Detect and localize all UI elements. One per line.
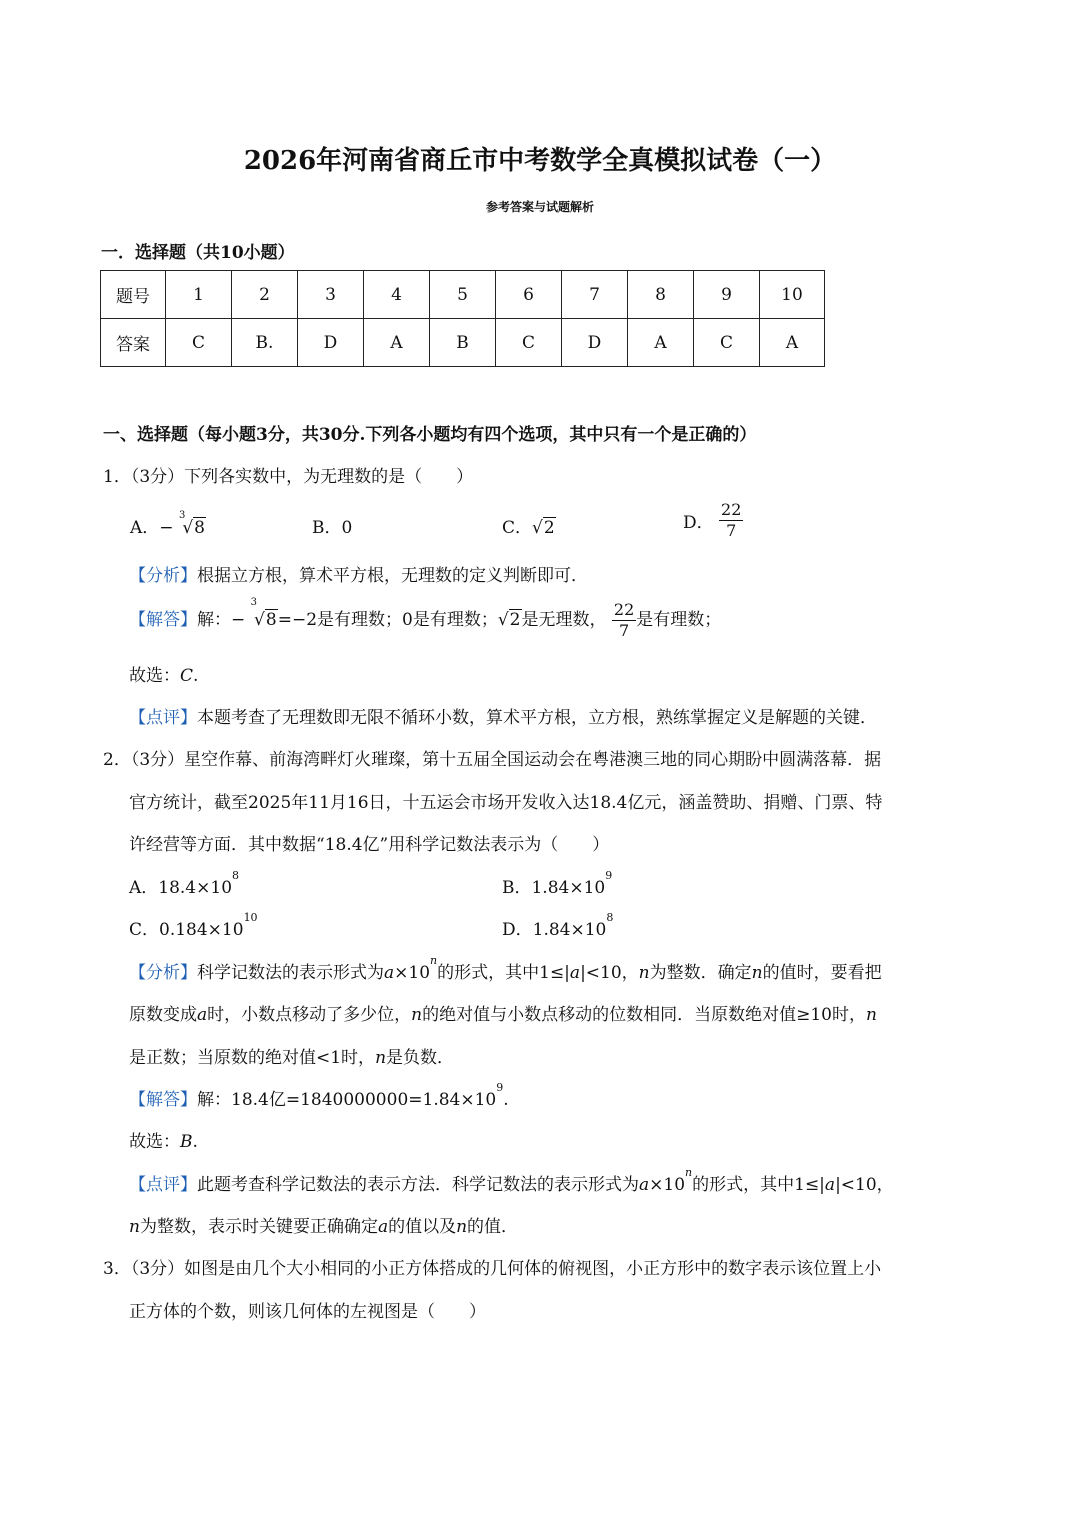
table-cell: A bbox=[364, 319, 430, 367]
q2-option-c bbox=[129, 911, 258, 940]
table-cell: C bbox=[694, 319, 760, 367]
solution-text: . bbox=[503, 1090, 509, 1110]
choice-prefix: 故选： bbox=[129, 1132, 180, 1152]
analysis-text: 原数变成 bbox=[129, 1005, 197, 1025]
square-root-expression: √2 bbox=[497, 610, 521, 630]
table-cell: C bbox=[166, 319, 232, 367]
choice-prefix: 故选： bbox=[129, 666, 180, 686]
choice-letter: B bbox=[180, 1132, 193, 1152]
numerator: 22 bbox=[613, 600, 635, 619]
analysis-text: 是正数；当原数的绝对值<1时， bbox=[129, 1048, 376, 1068]
comment-text: 的形式，其中1≤| bbox=[692, 1175, 825, 1195]
table-cell: 10 bbox=[760, 271, 825, 319]
q2-solution bbox=[129, 1081, 509, 1110]
analysis-tag: 【分析】 bbox=[129, 963, 197, 983]
analysis-text: 是负数． bbox=[386, 1048, 455, 1068]
root-index: 3 bbox=[250, 597, 258, 608]
table-cell: 4 bbox=[364, 271, 430, 319]
question-3-stem-line-2: 正方体的个数，则该几何体的左视图是（ ） bbox=[129, 1302, 486, 1322]
table-cell: A bbox=[760, 319, 825, 367]
comment-text: 的值． bbox=[467, 1217, 519, 1237]
option-text: B．1.84×10 bbox=[502, 878, 606, 898]
solution-text: 是有理数； bbox=[636, 610, 722, 630]
page-title: 2026年河南省商丘市中考数学全真模拟试卷（一） bbox=[243, 146, 837, 176]
math-var: a bbox=[569, 963, 581, 983]
solution-text: 是无理数， bbox=[521, 610, 607, 630]
q1-option-d bbox=[683, 500, 743, 541]
question-3-stem-line-1: 3．（3分）如图是由几个大小相同的小正方体搭成的几何体的俯视图，小正方形中的数字表示该位置上小 bbox=[103, 1259, 882, 1279]
option-text: D．1.84×10 bbox=[502, 920, 607, 940]
table-cell: 5 bbox=[430, 271, 496, 319]
solution-text: 解：− bbox=[197, 610, 246, 630]
solution-text: 解：18.4亿=1840000000=1.84×10 bbox=[197, 1090, 497, 1110]
denominator: 7 bbox=[726, 521, 737, 540]
table-cell: C bbox=[496, 319, 562, 367]
comment-text: 的值以及 bbox=[388, 1217, 457, 1237]
table-cell: 8 bbox=[628, 271, 694, 319]
comment-text: |<10， bbox=[835, 1175, 894, 1195]
q1-option-b: B．0 bbox=[312, 518, 353, 538]
table-cell: 1 bbox=[166, 271, 232, 319]
table-header-cell: 答案 bbox=[101, 319, 166, 367]
table-cell: 2 bbox=[232, 271, 298, 319]
page-subtitle: 参考答案与试题解析 bbox=[485, 200, 594, 214]
table-row-numbers bbox=[101, 271, 825, 319]
math-var: a bbox=[197, 1005, 208, 1025]
analysis-text: 的绝对值与小数点移动的位数相同．当原数绝对值≥10时， bbox=[422, 1005, 866, 1025]
math-var: a bbox=[639, 1175, 650, 1195]
math-var: a bbox=[824, 1175, 836, 1195]
radicand: 2 bbox=[509, 610, 521, 630]
q1-option-a bbox=[130, 510, 206, 538]
radicand: 8 bbox=[194, 518, 205, 538]
question-2-stem-line-3: 许经营等方面．其中数据“18.4亿”用科学记数法表示为（ ） bbox=[129, 835, 610, 855]
exponent: 8 bbox=[232, 869, 240, 882]
denominator: 7 bbox=[618, 621, 630, 640]
square-root-expression: √2 bbox=[532, 518, 555, 538]
option-text: C．0.184×10 bbox=[129, 920, 244, 940]
q1-analysis bbox=[129, 561, 588, 586]
solution-tag: 【解答】 bbox=[129, 610, 197, 630]
cube-root-expression: $^3$√8 bbox=[178, 510, 205, 538]
math-var: n bbox=[751, 963, 763, 983]
q2-comment-line-2 bbox=[129, 1212, 518, 1237]
q1-solution bbox=[129, 597, 722, 641]
analysis-text: |<10， bbox=[580, 963, 639, 983]
math-var: a bbox=[377, 1217, 389, 1237]
exponent: 9 bbox=[605, 869, 613, 882]
q1-choice bbox=[129, 661, 198, 686]
table-cell: B. bbox=[232, 319, 298, 367]
option-label: A． bbox=[130, 518, 160, 538]
solution-tag: 【解答】 bbox=[129, 1090, 197, 1110]
table-header-cell: 题号 bbox=[101, 271, 166, 319]
analysis-text: 为整数．确定 bbox=[649, 963, 752, 983]
option-label: D． bbox=[683, 513, 714, 533]
exponent: n bbox=[430, 954, 438, 967]
question-2-stem-line-2: 官方统计，截至2025年11月16日，十五运会市场开发收入达18.4亿元，涵盖赞助、捐赠、门票、特 bbox=[129, 793, 883, 813]
table-cell: D bbox=[562, 319, 628, 367]
question-2-stem-line-1: 2．（3分）星空作幕、前海湾畔灯火璀璨，第十五届全国运动会在粤港澳三地的同心期盼中圆满落幕．据 bbox=[103, 750, 882, 770]
math-var: a bbox=[384, 963, 395, 983]
analysis-text: 时，小数点移动了多少位， bbox=[207, 1005, 412, 1025]
analysis-text: 的值时，要看把 bbox=[762, 963, 882, 983]
radicand: 2 bbox=[543, 518, 555, 538]
q1-comment bbox=[129, 703, 877, 728]
section-heading-2: 一、选择题（每小题3分，共30分.下列各小题均有四个选项，其中只有一个是正确的） bbox=[103, 425, 757, 445]
fraction bbox=[719, 500, 743, 541]
exponent: 10 bbox=[243, 911, 258, 924]
table-cell: 6 bbox=[496, 271, 562, 319]
comment-text: 此题考查科学记数法的表示方法．科学记数法的表示形式为 bbox=[197, 1175, 639, 1195]
solution-text: =−2是有理数；0是有理数； bbox=[277, 610, 498, 630]
math-var: n bbox=[865, 1005, 877, 1025]
section-heading-1: 一．选择题（共10小题） bbox=[101, 243, 295, 263]
analysis-tag: 【分析】 bbox=[129, 566, 197, 586]
q1-option-c bbox=[502, 513, 556, 538]
q2-option-b bbox=[502, 869, 613, 898]
analysis-text: 的形式，其中1≤| bbox=[437, 963, 570, 983]
table-cell: B bbox=[430, 319, 496, 367]
q2-option-a bbox=[129, 869, 240, 898]
table-cell: A bbox=[628, 319, 694, 367]
comment-tag: 【点评】 bbox=[129, 1175, 197, 1195]
q2-analysis-line-1 bbox=[129, 954, 882, 983]
q2-analysis-line-2 bbox=[129, 1000, 877, 1025]
table-cell: 9 bbox=[694, 271, 760, 319]
q2-comment-line-1 bbox=[129, 1166, 894, 1195]
exponent: 8 bbox=[606, 911, 614, 924]
comment-text: 本题考查了无理数即无限不循环小数，算术平方根，立方根，熟练掌握定义是解题的关键． bbox=[197, 708, 877, 728]
comment-text: 为整数，表示时关键要正确确定 bbox=[139, 1217, 378, 1237]
analysis-text: 科学记数法的表示形式为 bbox=[197, 963, 384, 983]
table-cell: 7 bbox=[562, 271, 628, 319]
comment-tag: 【点评】 bbox=[129, 708, 197, 728]
option-text: A．18.4×10 bbox=[129, 878, 233, 898]
option-label: C． bbox=[502, 518, 533, 538]
question-1-stem: 1．（3分）下列各实数中，为无理数的是（ ） bbox=[103, 467, 474, 487]
radicand: 8 bbox=[265, 610, 277, 630]
math-var: n bbox=[638, 963, 650, 983]
table-row-answers bbox=[101, 319, 825, 367]
q2-choice bbox=[129, 1127, 198, 1152]
fraction bbox=[612, 600, 636, 641]
q2-analysis-line-3 bbox=[129, 1043, 454, 1068]
choice-letter: C bbox=[180, 666, 194, 686]
exponent: 9 bbox=[496, 1081, 504, 1094]
comment-text: ×10 bbox=[649, 1175, 686, 1195]
cube-root-expression: $^3$√8 bbox=[250, 597, 277, 630]
numerator: 22 bbox=[721, 500, 742, 519]
math-var: n bbox=[129, 1217, 140, 1237]
choice-suffix: . bbox=[192, 1132, 198, 1152]
math-var: n bbox=[375, 1048, 387, 1068]
analysis-text: ×10 bbox=[394, 963, 431, 983]
answer-table bbox=[100, 270, 825, 367]
choice-suffix: . bbox=[193, 666, 199, 686]
math-var: n bbox=[411, 1005, 423, 1025]
math-var: n bbox=[456, 1217, 468, 1237]
exponent: n bbox=[685, 1166, 693, 1179]
table-cell: D bbox=[298, 319, 364, 367]
minus-sign: − bbox=[159, 518, 174, 538]
root-index: 3 bbox=[178, 510, 186, 521]
analysis-text: 根据立方根，算术平方根，无理数的定义判断即可． bbox=[197, 566, 588, 586]
table-cell: 3 bbox=[298, 271, 364, 319]
q2-option-d bbox=[502, 911, 614, 940]
